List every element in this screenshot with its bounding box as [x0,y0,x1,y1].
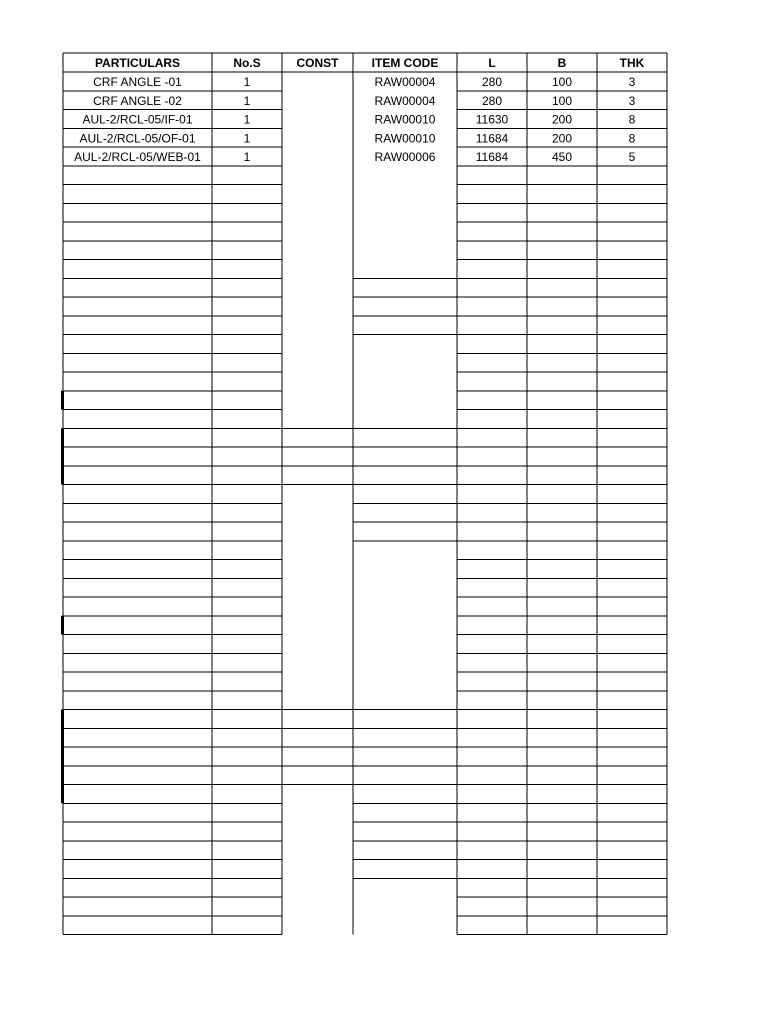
header-nos: No.S [233,56,261,70]
cell-particulars: CRF ANGLE -01 [93,75,182,89]
left-border-mark [61,710,64,804]
cell-particulars: AUL-2/RCL-05/WEB-01 [74,150,201,164]
left-border-mark [61,428,64,484]
cell-item-code: RAW00010 [374,131,436,146]
cell-l: 11684 [475,150,509,164]
cell-thk: 3 [628,75,636,89]
cell-l: 280 [481,75,503,89]
cell-l: 11630 [475,112,509,127]
cell-nos: 1 [243,93,251,108]
cell-b: 200 [551,112,573,127]
cell-nos: 1 [243,75,251,89]
header-l: L [488,56,496,70]
cell-nos: 1 [243,131,251,146]
cell-l: 280 [481,93,503,108]
cell-nos: 1 [243,150,251,164]
table-grid [63,53,667,935]
table-row [82,113,635,127]
header-const: CONST [296,56,339,70]
table-header-row [95,56,645,70]
table-row [93,75,636,89]
left-border-mark [61,391,64,410]
header-particulars: PARTICULARS [94,56,181,70]
cell-thk: 5 [628,150,636,164]
cell-b: 100 [551,93,573,108]
table-body [74,75,636,164]
table-row [74,150,636,164]
cell-thk: 8 [628,131,636,146]
cell-thk: 3 [628,93,636,108]
cell-item-code: RAW00006 [374,150,436,164]
table-row [79,131,635,145]
cell-nos: 1 [243,112,251,127]
cell-l: 11684 [475,131,509,146]
cell-b: 200 [551,131,573,146]
header-item-code: ITEM CODE [371,56,439,70]
cell-b: 100 [551,75,573,89]
cell-b: 450 [551,150,573,164]
header-b: B [557,56,567,70]
table-row [93,94,636,108]
cell-particulars: AUL-2/RCL-05/IF-01 [82,112,193,127]
header-thk: THK [619,56,645,70]
cell-item-code: RAW00004 [374,75,436,89]
cell-particulars: AUL-2/RCL-05/OF-01 [79,131,196,146]
cell-item-code: RAW00004 [374,93,436,108]
cell-item-code: RAW00010 [374,112,436,127]
cell-thk: 8 [628,112,636,127]
cell-particulars: CRF ANGLE -02 [93,93,182,108]
left-border-mark [61,616,64,635]
